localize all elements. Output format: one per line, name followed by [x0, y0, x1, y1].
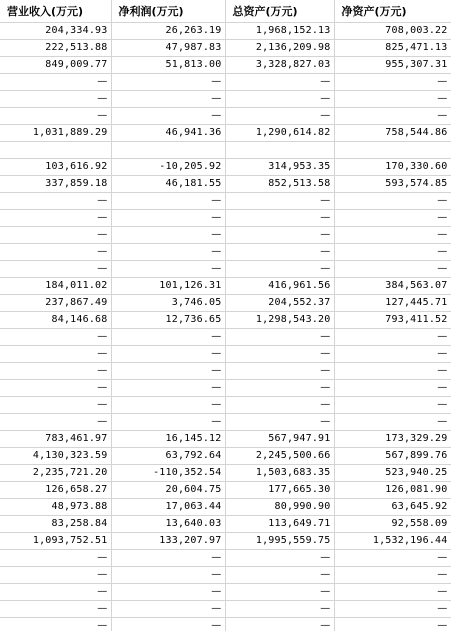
total-assets-cell[interactable]: —: [225, 566, 334, 583]
header-total-assets[interactable]: 总资产(万元): [225, 0, 334, 22]
total-assets-cell[interactable]: 2,136,209.98: [225, 39, 334, 56]
net-assets-cell[interactable]: 92,558.09: [334, 515, 451, 532]
table-row: [0, 447, 451, 464]
revenue-cell[interactable]: —: [0, 243, 111, 260]
net-assets-cell[interactable]: 1,532,196.44: [334, 532, 451, 549]
revenue-cell[interactable]: —: [0, 90, 111, 107]
table-row: [0, 532, 451, 549]
net-assets-cell[interactable]: 955,307.31: [334, 56, 451, 73]
revenue-cell[interactable]: 204,334.93: [0, 22, 111, 39]
total-assets-cell[interactable]: 314,953.35: [225, 158, 334, 175]
table-row: [0, 56, 451, 73]
total-assets-cell[interactable]: —: [225, 90, 334, 107]
revenue-cell[interactable]: 783,461.97: [0, 430, 111, 447]
table-row: [0, 141, 451, 158]
net-assets-cell[interactable]: —: [334, 243, 451, 260]
table-row: [0, 294, 451, 311]
net-profit-cell[interactable]: 26,263.19: [111, 22, 225, 39]
net-profit-cell[interactable]: —: [111, 226, 225, 243]
net-profit-cell[interactable]: 3,746.05: [111, 294, 225, 311]
table-row: [0, 73, 451, 90]
revenue-cell[interactable]: 222,513.88: [0, 39, 111, 56]
net-profit-cell[interactable]: —: [111, 209, 225, 226]
revenue-cell[interactable]: 337,859.18: [0, 175, 111, 192]
revenue-cell[interactable]: [0, 141, 111, 158]
net-assets-cell[interactable]: —: [334, 396, 451, 413]
net-profit-cell[interactable]: —: [111, 243, 225, 260]
net-assets-cell[interactable]: —: [334, 362, 451, 379]
table-row: [0, 617, 451, 631]
table-row: [0, 124, 451, 141]
total-assets-cell[interactable]: —: [225, 73, 334, 90]
revenue-cell[interactable]: 1,031,889.29: [0, 124, 111, 141]
total-assets-cell[interactable]: 1,503,683.35: [225, 464, 334, 481]
revenue-cell[interactable]: —: [0, 583, 111, 600]
net-assets-cell[interactable]: 384,563.07: [334, 277, 451, 294]
table-row: [0, 311, 451, 328]
table-row: [0, 430, 451, 447]
total-assets-cell[interactable]: —: [225, 362, 334, 379]
net-profit-cell[interactable]: 101,126.31: [111, 277, 225, 294]
net-profit-cell[interactable]: —: [111, 90, 225, 107]
revenue-cell[interactable]: —: [0, 209, 111, 226]
table-row: [0, 396, 451, 413]
net-profit-cell[interactable]: 46,181.55: [111, 175, 225, 192]
table-body: [0, 22, 451, 631]
table-row: [0, 379, 451, 396]
table-row: [0, 158, 451, 175]
net-profit-cell[interactable]: 46,941.36: [111, 124, 225, 141]
net-assets-cell[interactable]: —: [334, 107, 451, 124]
total-assets-cell[interactable]: 113,649.71: [225, 515, 334, 532]
table-row: [0, 362, 451, 379]
net-profit-cell[interactable]: —: [111, 362, 225, 379]
header-revenue[interactable]: 营业收入(万元): [0, 0, 111, 22]
net-assets-cell[interactable]: —: [334, 192, 451, 209]
revenue-cell[interactable]: 849,009.77: [0, 56, 111, 73]
table-row: [0, 175, 451, 192]
net-assets-cell[interactable]: —: [334, 617, 451, 631]
net-assets-cell[interactable]: —: [334, 566, 451, 583]
net-profit-cell[interactable]: —: [111, 73, 225, 90]
net-assets-cell[interactable]: 173,329.29: [334, 430, 451, 447]
net-assets-cell[interactable]: 567,899.76: [334, 447, 451, 464]
table-row: [0, 90, 451, 107]
revenue-cell[interactable]: 48,973.88: [0, 498, 111, 515]
total-assets-cell[interactable]: —: [225, 345, 334, 362]
net-assets-cell[interactable]: 127,445.71: [334, 294, 451, 311]
total-assets-cell[interactable]: 416,961.56: [225, 277, 334, 294]
revenue-cell[interactable]: 237,867.49: [0, 294, 111, 311]
table-row: [0, 481, 451, 498]
revenue-cell[interactable]: —: [0, 226, 111, 243]
table-row: [0, 549, 451, 566]
net-profit-cell[interactable]: —: [111, 566, 225, 583]
net-profit-cell[interactable]: —: [111, 600, 225, 617]
table-row: [0, 566, 451, 583]
net-profit-cell[interactable]: 13,640.03: [111, 515, 225, 532]
table-row: [0, 345, 451, 362]
total-assets-cell[interactable]: 1,298,543.20: [225, 311, 334, 328]
revenue-cell[interactable]: —: [0, 600, 111, 617]
total-assets-cell[interactable]: —: [225, 226, 334, 243]
net-assets-cell[interactable]: 793,411.52: [334, 311, 451, 328]
net-profit-cell[interactable]: 12,736.65: [111, 311, 225, 328]
table-row: [0, 600, 451, 617]
total-assets-cell[interactable]: —: [225, 583, 334, 600]
total-assets-cell[interactable]: —: [225, 192, 334, 209]
total-assets-cell[interactable]: 80,990.90: [225, 498, 334, 515]
table-row: [0, 243, 451, 260]
total-assets-cell[interactable]: —: [225, 379, 334, 396]
table-row: [0, 515, 451, 532]
net-profit-cell[interactable]: —: [111, 260, 225, 277]
net-assets-cell[interactable]: 126,081.90: [334, 481, 451, 498]
revenue-cell[interactable]: 4,130,323.59: [0, 447, 111, 464]
table-row: [0, 498, 451, 515]
revenue-cell[interactable]: 103,616.92: [0, 158, 111, 175]
net-profit-cell[interactable]: —: [111, 396, 225, 413]
revenue-cell[interactable]: 84,146.68: [0, 311, 111, 328]
net-assets-cell[interactable]: —: [334, 413, 451, 430]
total-assets-cell[interactable]: —: [225, 328, 334, 345]
net-profit-cell[interactable]: —: [111, 379, 225, 396]
net-profit-cell[interactable]: 17,063.44: [111, 498, 225, 515]
net-assets-cell[interactable]: —: [334, 583, 451, 600]
revenue-cell[interactable]: —: [0, 362, 111, 379]
net-profit-cell[interactable]: -10,205.92: [111, 158, 225, 175]
net-profit-cell[interactable]: —: [111, 617, 225, 631]
table-row: [0, 413, 451, 430]
net-assets-cell[interactable]: [334, 141, 451, 158]
net-assets-cell[interactable]: 825,471.13: [334, 39, 451, 56]
table-row: [0, 328, 451, 345]
revenue-cell[interactable]: 2,235,721.20: [0, 464, 111, 481]
net-assets-cell[interactable]: —: [334, 226, 451, 243]
net-profit-cell[interactable]: —: [111, 549, 225, 566]
revenue-cell[interactable]: —: [0, 73, 111, 90]
total-assets-cell[interactable]: 2,245,500.66: [225, 447, 334, 464]
net-assets-cell[interactable]: —: [334, 209, 451, 226]
net-profit-cell[interactable]: -110,352.54: [111, 464, 225, 481]
table-row: [0, 464, 451, 481]
revenue-cell[interactable]: —: [0, 192, 111, 209]
total-assets-cell[interactable]: —: [225, 396, 334, 413]
total-assets-cell[interactable]: —: [225, 549, 334, 566]
net-assets-cell[interactable]: 708,003.22: [334, 22, 451, 39]
total-assets-cell[interactable]: —: [225, 413, 334, 430]
total-assets-cell[interactable]: 567,947.91: [225, 430, 334, 447]
net-profit-cell[interactable]: —: [111, 328, 225, 345]
table-row: [0, 260, 451, 277]
revenue-cell[interactable]: —: [0, 617, 111, 631]
total-assets-cell[interactable]: —: [225, 243, 334, 260]
table-row: [0, 22, 451, 39]
header-net-assets[interactable]: 净资产(万元): [334, 0, 451, 22]
revenue-cell[interactable]: —: [0, 328, 111, 345]
total-assets-cell[interactable]: —: [225, 600, 334, 617]
revenue-cell[interactable]: 83,258.84: [0, 515, 111, 532]
total-assets-cell[interactable]: [225, 141, 334, 158]
net-profit-cell[interactable]: 51,813.00: [111, 56, 225, 73]
net-assets-cell[interactable]: 170,330.60: [334, 158, 451, 175]
table-row: [0, 192, 451, 209]
revenue-cell[interactable]: 1,093,752.51: [0, 532, 111, 549]
header-row: [0, 0, 451, 22]
net-profit-cell[interactable]: —: [111, 345, 225, 362]
net-profit-cell[interactable]: 20,604.75: [111, 481, 225, 498]
revenue-cell[interactable]: —: [0, 345, 111, 362]
revenue-cell[interactable]: —: [0, 549, 111, 566]
total-assets-cell[interactable]: 1,968,152.13: [225, 22, 334, 39]
net-profit-cell[interactable]: 63,792.64: [111, 447, 225, 464]
net-assets-cell[interactable]: —: [334, 90, 451, 107]
revenue-cell[interactable]: —: [0, 260, 111, 277]
revenue-cell[interactable]: —: [0, 413, 111, 430]
net-assets-cell[interactable]: 523,940.25: [334, 464, 451, 481]
total-assets-cell[interactable]: 177,665.30: [225, 481, 334, 498]
net-profit-cell[interactable]: 16,145.12: [111, 430, 225, 447]
revenue-cell[interactable]: 126,658.27: [0, 481, 111, 498]
net-assets-cell[interactable]: —: [334, 260, 451, 277]
net-profit-cell[interactable]: 47,987.83: [111, 39, 225, 56]
net-assets-cell[interactable]: 758,544.86: [334, 124, 451, 141]
net-assets-cell[interactable]: —: [334, 73, 451, 90]
net-profit-cell[interactable]: —: [111, 107, 225, 124]
total-assets-cell[interactable]: 204,552.37: [225, 294, 334, 311]
table-row: [0, 277, 451, 294]
net-profit-cell[interactable]: —: [111, 192, 225, 209]
net-profit-cell[interactable]: [111, 141, 225, 158]
table-row: [0, 583, 451, 600]
total-assets-cell[interactable]: 1,995,559.75: [225, 532, 334, 549]
net-assets-cell[interactable]: 63,645.92: [334, 498, 451, 515]
net-assets-cell[interactable]: —: [334, 345, 451, 362]
net-assets-cell[interactable]: —: [334, 328, 451, 345]
total-assets-cell[interactable]: —: [225, 209, 334, 226]
net-assets-cell[interactable]: —: [334, 549, 451, 566]
table-row: [0, 39, 451, 56]
revenue-cell[interactable]: 184,011.02: [0, 277, 111, 294]
net-profit-cell[interactable]: —: [111, 583, 225, 600]
net-profit-cell[interactable]: 133,207.97: [111, 532, 225, 549]
net-assets-cell[interactable]: 593,574.85: [334, 175, 451, 192]
revenue-cell[interactable]: —: [0, 379, 111, 396]
total-assets-cell[interactable]: 3,328,827.03: [225, 56, 334, 73]
header-net-profit[interactable]: 净利润(万元): [111, 0, 225, 22]
total-assets-cell[interactable]: 1,290,614.82: [225, 124, 334, 141]
table-row: [0, 209, 451, 226]
net-assets-cell[interactable]: —: [334, 379, 451, 396]
total-assets-cell[interactable]: 852,513.58: [225, 175, 334, 192]
revenue-cell[interactable]: —: [0, 566, 111, 583]
total-assets-cell[interactable]: —: [225, 617, 334, 631]
total-assets-cell[interactable]: —: [225, 260, 334, 277]
table-row: [0, 107, 451, 124]
revenue-cell[interactable]: —: [0, 396, 111, 413]
net-assets-cell[interactable]: —: [334, 600, 451, 617]
net-profit-cell[interactable]: —: [111, 413, 225, 430]
total-assets-cell[interactable]: —: [225, 107, 334, 124]
table-row: [0, 226, 451, 243]
revenue-cell[interactable]: —: [0, 107, 111, 124]
